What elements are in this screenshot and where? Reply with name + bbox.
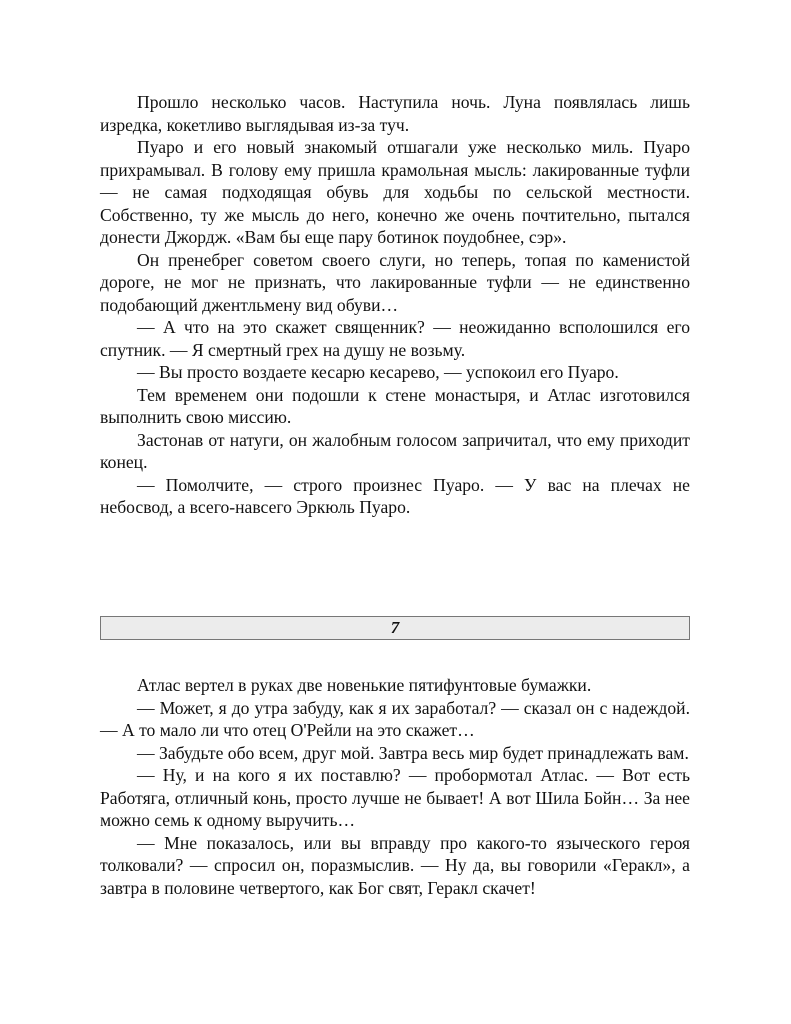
paragraph: — Может, я до утра забуду, как я их заработал? — сказал он с надеждой. — А то мало ли что отец О'Рейли на это скажет… — [100, 697, 690, 740]
paragraph: Пуаро и его новый знакомый отшагали уже несколько миль. Пуаро прихрамывал. В голову ему пришла крамольная мысль: лакированные туфли — не самая подходящая обувь для ходьбы по сельской местности. Собственно, ту же мысль до него, конечно же очень почтительно, пытался донести Джордж. «Вам бы еще пару ботинок поудобнее, сэр». — [100, 137, 690, 247]
chapter-number: 7 — [390, 618, 400, 637]
section-2-text — [100, 674, 690, 899]
chapter-heading — [100, 616, 690, 640]
paragraph: — Забудьте обо всем, друг мой. Завтра весь мир будет принадлежать вам. — [137, 742, 689, 763]
paragraph: — Мне показалось, или вы вправду про какого-то языческого героя толковали? — спросил он, поразмыслив. — Ну да, вы говорили «Геракл», а завтра в половине четвертого, как Бог свят, Геракл скачет! — [100, 832, 690, 898]
paragraph: — А что на это скажет священник? — неожиданно всполошился его спутник. — Я смертный грех на душу не возьму. — [100, 317, 690, 360]
paragraph: Атлас вертел в руках две новенькие пятифунтовые бумажки. — [137, 675, 592, 695]
paragraph: Прошло несколько часов. Наступила ночь. Луна появлялась лишь изредка, кокетливо выглядывая из-за туч. — [100, 92, 690, 135]
section-1-text — [100, 91, 690, 519]
paragraph: — Помолчите, — строго произнес Пуаро. — У вас на плечах не небосвод, а всего-навсего Эркюль Пуаро. — [100, 474, 690, 517]
paragraph: Он пренебрег советом своего слуги, но теперь, топая по каменистой дороге, не мог не признать, что лакированные туфли — не единственно подобающий джентльмену вид обуви… — [100, 249, 690, 315]
paragraph: Застонав от натуги, он жалобным голосом запричитал, что ему приходит конец. — [100, 429, 690, 472]
paragraph: — Вы просто воздаете кесарю кесарево, — успокоил его Пуаро. — [137, 362, 619, 382]
paragraph: Тем временем они подошли к стене монастыря, и Атлас изготовился выполнить свою миссию. — [100, 384, 690, 427]
paragraph: — Ну, и на кого я их поставлю? — пробормотал Атлас. — Вот есть Работяга, отличный конь, просто лучше не бывает! А вот Шила Бойн… За нее можно семь к одному выручить… — [100, 765, 690, 830]
